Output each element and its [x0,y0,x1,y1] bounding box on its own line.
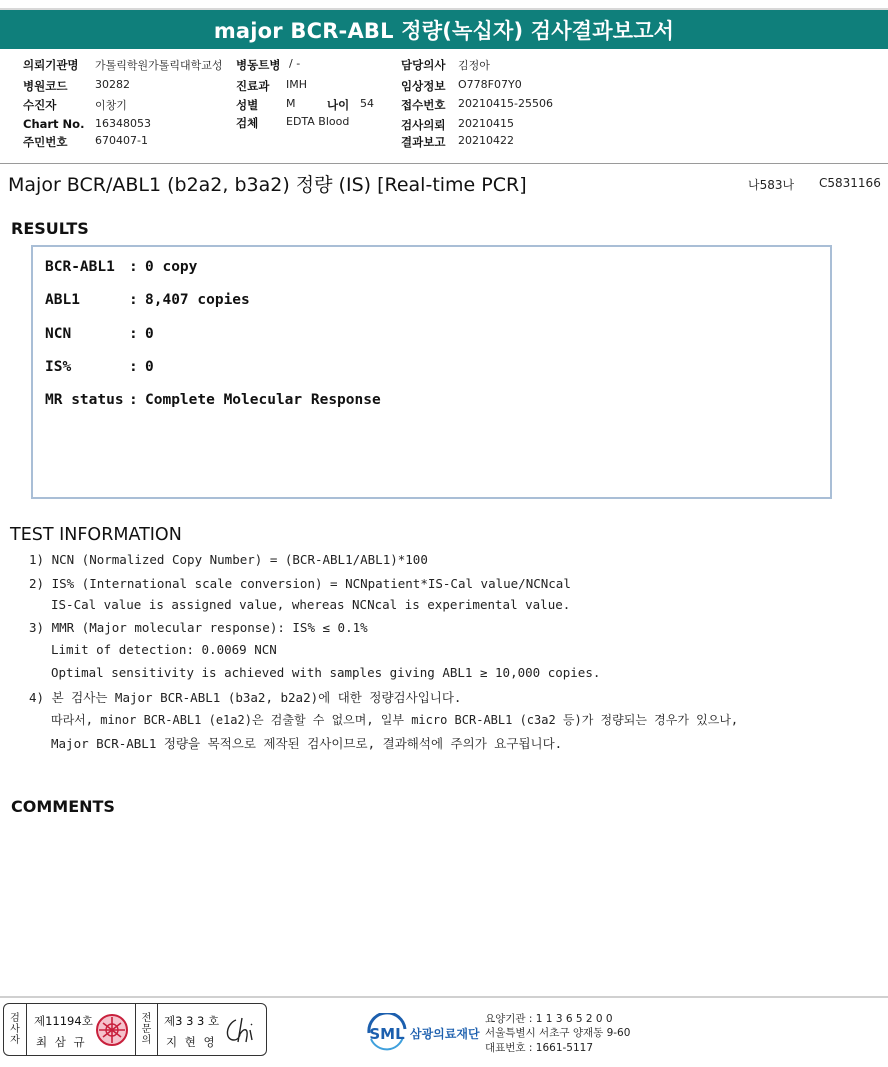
result-colon: : [129,392,138,408]
header-label-hospital-code: 병원코드 [23,79,68,93]
result-colon: : [129,326,138,342]
org-line: 대표번호 : 1661-5117 [485,1042,594,1054]
specialist-name: 지 현 영 [166,1035,217,1049]
header-label-institution: 의뢰기관명 [23,58,79,72]
header-value-accession-no: 20210415-25506 [458,97,553,110]
test-info-line: Limit of detection: 0.0069 NCN [51,642,277,657]
header-label-patient: 수진자 [23,98,57,112]
result-colon: : [129,259,138,275]
test-name: Major BCR/ABL1 (b2a2, b3a2) 정량 (IS) [Real-time PCR] [8,174,527,196]
result-colon: : [129,292,138,308]
result-value: 0 copy [145,259,198,275]
test-info-line: 4) 본 검사는 Major BCR-ABL1 (b3a2, b2a2)에 대한 정량검사입니다. [29,690,462,705]
header-label-request-date: 검사의뢰 [401,118,446,132]
test-code-left: 나583나 [748,178,795,192]
org-name: 삼광의료재단 [410,1027,480,1041]
result-row-bcr-abl1 [45,259,197,275]
header-value-ward: / - [289,57,301,70]
header-value-request-date: 20210415 [458,117,514,130]
inspector-label-cell [4,1004,27,1055]
sml-logo-text: SML [369,1025,405,1043]
header-value-chart-no: 16348053 [95,117,151,130]
footer-divider [0,996,888,998]
header-value-hospital-code: 30282 [95,78,130,91]
header-label-doctor: 담당의사 [401,58,446,72]
test-info-line: 따라서, minor BCR-ABL1 (e1a2)은 검출할 수 없으며, 일부 micro BCR-ABL1 (c3a2 등)가 정량되는 경우가 있으나, [51,713,739,727]
result-label: MR status [45,392,124,408]
header-label-age: 나이 [327,98,350,112]
result-label: ABL1 [45,292,80,308]
test-info-line: 2) IS% (International scale conversion) = NCNpatient*IS-Cal value/NCNcal [29,576,571,591]
sml-logo-icon [365,1013,409,1051]
test-info-line: 1) NCN (Normalized Copy Number) = (BCR-ABL1/ABL1)*100 [29,552,428,567]
header-value-department: IMH [286,78,308,91]
result-value: Complete Molecular Response [145,392,381,408]
test-info-line: Optimal sensitivity is achieved with samples giving ABL1 ≥ 10,000 copies. [51,665,601,680]
test-info-line: Major BCR-ABL1 정량을 목적으로 제작된 검사이므로, 결과해석에 주의가 요구됩니다. [51,736,563,751]
result-row-ncn [45,326,154,342]
result-value: 0 [145,326,154,342]
results-title: RESULTS [11,219,89,238]
header-label-department: 진료과 [236,79,270,93]
header-value-doctor: 김정아 [458,59,490,72]
result-value: 0 [145,359,154,375]
inspector-license-no: 제11194호 [34,1014,93,1028]
results-box [31,245,832,499]
header-value-patient: 이창기 [95,99,127,112]
report-title: major BCR-ABL 정량(녹십자) 검사결과보고서 [213,18,675,43]
header-value-clinical-info: O778F07Y0 [458,78,522,91]
result-colon: : [129,359,138,375]
specialist-label-cell [135,1004,158,1055]
header-label-id-no: 주민번호 [23,135,68,149]
test-info-title: TEST INFORMATION [10,525,182,545]
header-value-sex: M [286,97,296,110]
signature-box [3,1003,267,1056]
header-value-specimen: EDTA Blood [286,115,350,128]
header-label-sex: 성별 [236,98,259,112]
org-line: 요양기관 : 1 1 3 6 5 2 0 0 [485,1013,613,1025]
specialist-license-no: 제3 3 3 호 [164,1014,220,1028]
header-label-chart-no: Chart No. [23,117,85,131]
specialist-label: 전 문 의 [141,1013,152,1046]
org-line: 서울특별시 서초구 양재동 9-60 [485,1027,631,1039]
header-label-specimen: 검체 [236,116,259,130]
header-label-ward: 병동트병 [236,58,281,72]
header-value-report-date: 20210422 [458,134,514,147]
test-code-right: C5831166 [819,176,881,190]
header-divider [0,163,888,164]
inspector-label: 검 사 자 [10,1013,20,1046]
result-value: 8,407 copies [145,292,250,308]
result-row-abl1 [45,292,250,308]
inspector-name: 최 삼 규 [36,1035,87,1049]
header-value-institution: 가톨릭학원가톨릭대학교성 [95,59,223,72]
header-label-report-date: 결과보고 [401,135,446,149]
result-label: BCR-ABL1 [45,259,115,275]
comments-title: COMMENTS [11,797,115,816]
result-label: NCN [45,326,72,342]
header-label-clinical-info: 임상정보 [401,79,446,93]
specialist-signature-icon [222,1014,262,1046]
inspector-seal-icon [95,1013,129,1047]
header-value-id-no: 670407-1 [95,134,148,147]
result-row-mr-status [45,392,381,408]
test-info-line: IS-Cal value is assigned value, whereas NCNcal is experimental value. [51,597,571,612]
report-title-bar [0,8,888,49]
result-row-is-percent [45,359,154,375]
header-value-age: 54 [360,97,374,110]
header-label-accession-no: 접수번호 [401,98,446,112]
result-label: IS% [45,359,72,375]
test-info-line: 3) MMR (Major molecular response): IS% ≤ 0.1% [29,620,368,635]
